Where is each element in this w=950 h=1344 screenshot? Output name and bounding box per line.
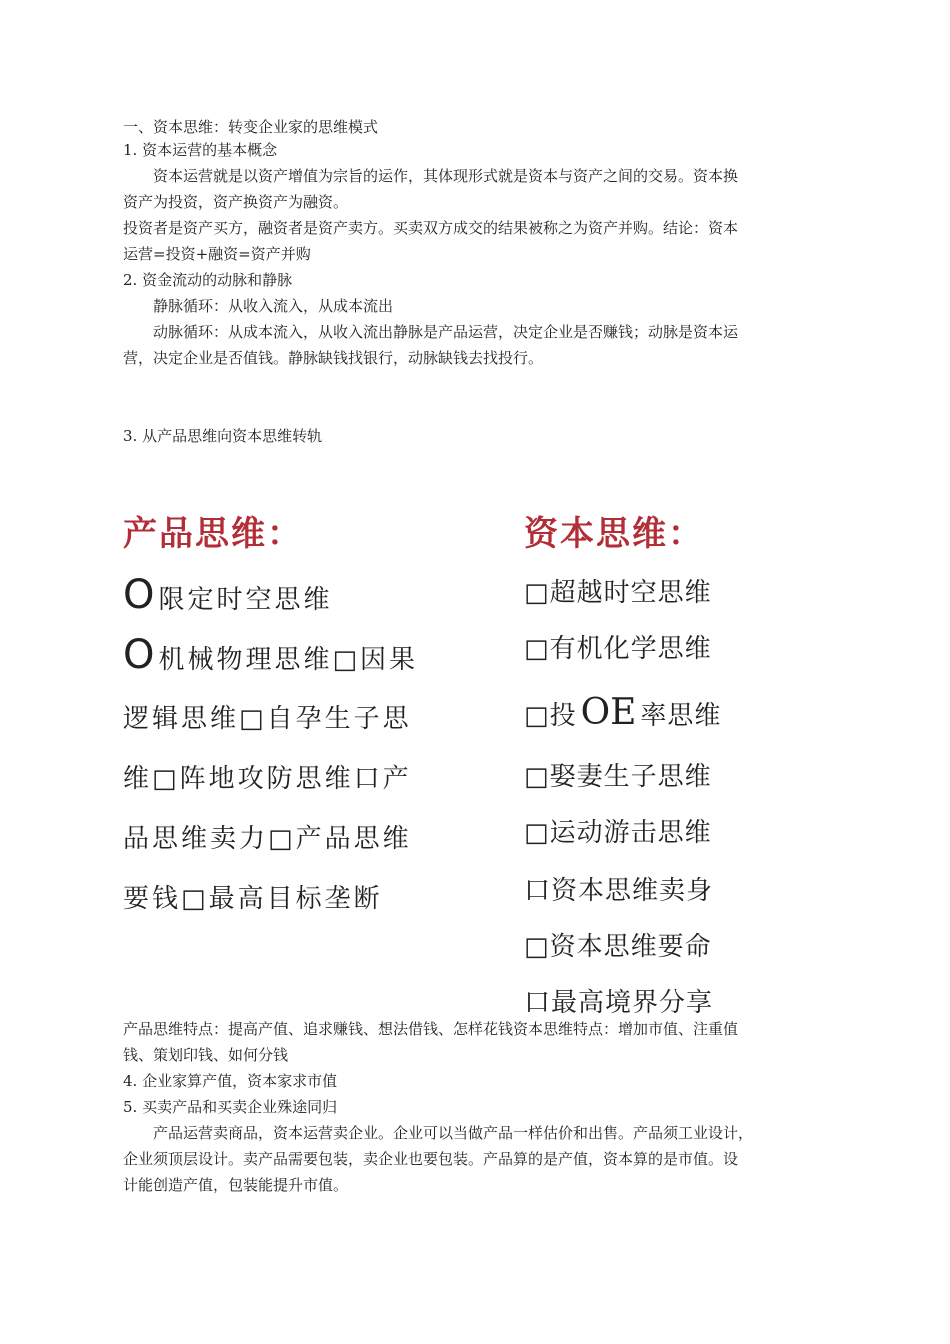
- paragraph-line: 计能创造产值，包装能提升市值。: [123, 1176, 349, 1194]
- paragraph-line: 产品思维特点：提高产值、追求赚钱、想法借钱、怎样花钱资本思维特点：增加市值、注重值: [123, 1020, 739, 1038]
- circle-bullet: O: [123, 572, 155, 618]
- capital-item: □有机化学思维: [524, 634, 712, 664]
- product-item: 维□阵地攻防思维口产: [123, 764, 412, 794]
- product-thinking-title: 产品思维：: [123, 514, 303, 554]
- capital-item: □超越时空思维: [524, 578, 712, 608]
- paragraph-line: 投资者是资产买方，融资者是资产卖方。买卖双方成交的结果被称之为资产并购。结论：资本: [123, 219, 739, 237]
- capital-item: 口最高境界分享: [524, 988, 714, 1018]
- section-4-title: 4. 企业家算产值，资本家求市值: [123, 1072, 338, 1090]
- paragraph-line: 营，决定企业是否值钱。静脉缺钱找银行，动脉缺钱去找投行。: [123, 349, 544, 367]
- product-item-text: 机械物理思维□因果: [158, 645, 419, 675]
- paragraph-line: 资本运营就是以资产增值为宗旨的运作，其体现形式就是资本与资产之间的交易。资本换: [153, 167, 739, 185]
- section-5-title: 5. 买卖产品和买卖企业殊途同归: [123, 1098, 338, 1116]
- capital-item: 口资本思维卖身: [524, 876, 714, 906]
- circle-bullet: O: [123, 632, 155, 678]
- paragraph-line: 企业须顶层设计。卖产品需要包装，卖企业也要包装。产品算的是产值，资本算的是市值。设: [123, 1150, 739, 1168]
- capital-item-text: □投: [524, 701, 577, 731]
- paragraph-line: 动脉循环：从成本流入，从收入流出静脉是产品运营，决定企业是否赚钱；动脉是资本运: [153, 323, 739, 341]
- paragraph-line: 运营=投资+融资=资产并购: [123, 245, 311, 263]
- capital-item-text: 率思维: [640, 701, 722, 731]
- capital-item: □运动游击思维: [524, 818, 712, 848]
- capital-item: [524, 692, 721, 733]
- section-2-title: 2. 资金流动的动脉和静脉: [123, 271, 293, 289]
- product-item: 逻辑思维□自孕生子思: [123, 704, 412, 734]
- paragraph-line: 钱、策划印钱、如何分钱: [123, 1046, 289, 1064]
- product-item: [123, 632, 418, 678]
- product-item: 要钱□最高目标垄断: [123, 884, 383, 914]
- paragraph-line: 资产为投资，资产换资产为融资。: [123, 193, 349, 211]
- section-3-title: 3. 从产品思维向资本思维转轨: [123, 427, 323, 445]
- capital-thinking-title: 资本思维：: [524, 514, 704, 554]
- section-1-title: 1. 资本运营的基本概念: [123, 141, 278, 159]
- capital-item: □娶妻生子思维: [524, 762, 712, 792]
- heading: 一、资本思维：转变企业家的思维模式: [123, 118, 379, 136]
- paragraph-line: 产品运营卖商品，资本运营卖企业。企业可以当做产品一样估价和出售。产品须工业设计，: [153, 1124, 754, 1142]
- product-item: [123, 572, 333, 618]
- capital-item: □资本思维要命: [524, 932, 712, 962]
- capital-item-text: OE: [580, 692, 637, 733]
- product-item: 品思维卖力□产品思维: [123, 824, 412, 854]
- paragraph-line: 静脉循环：从收入流入，从成本流出: [153, 297, 394, 315]
- product-item-text: 限定时空思维: [158, 585, 333, 615]
